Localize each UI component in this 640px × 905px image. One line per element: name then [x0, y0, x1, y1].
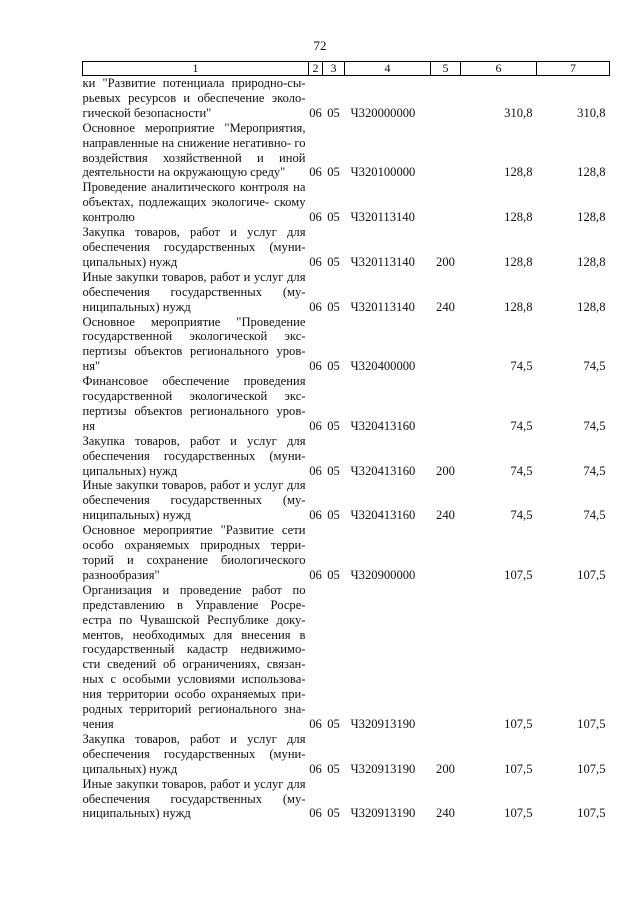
row-amount-1: 74,5: [510, 359, 533, 374]
row-expense-type: [431, 374, 461, 434]
row-name: ки "Развитие потенциала природно-сы- рьевых ресурсов и обеспечение эколо- гической безопасности": [82, 76, 306, 120]
row-section: 06: [309, 806, 322, 821]
row-expense-type: 200: [436, 254, 455, 269]
row-expense-type: [431, 523, 461, 583]
row-name: Основное мероприятие "Мероприятия, направленные на снижение негативно- го воздействия хозяйственной и иной деятельности на окружающую среду": [82, 120, 306, 180]
header-col-2: 2: [309, 62, 323, 76]
row-section: 06: [309, 463, 322, 478]
row-name: Основное мероприятие "Проведение государственной экологической экс- пертизы объектов регионального уров- ня": [82, 314, 306, 374]
row-amount-2: 107,5: [577, 567, 606, 582]
row-subsection: 05: [327, 463, 340, 478]
row-amount-2: 128,8: [577, 299, 606, 314]
row-name: Закупка товаров, работ и услуг для обеспечения государственных (муни- ципальных) нужд: [82, 433, 306, 478]
row-name: Финансовое обеспечение проведения государственной экологической экс- пертизы объектов регионального уров- ня: [82, 374, 306, 433]
row-amount-2: 107,5: [577, 716, 606, 731]
page-number: 72: [313, 38, 327, 53]
row-amount-2: 128,8: [577, 165, 606, 180]
row-amount-1: 128,8: [504, 299, 533, 314]
header-col-7: 7: [537, 62, 610, 76]
table-row: [83, 434, 610, 479]
table-row: [83, 583, 610, 732]
table-row: [83, 777, 610, 822]
table-row: [83, 180, 610, 225]
row-target-code: Ч320413160: [350, 418, 416, 433]
row-section: 06: [309, 105, 322, 120]
row-subsection: 05: [327, 165, 340, 180]
header-col-1: 1: [83, 62, 309, 76]
row-name: Основное мероприятие "Развитие сети особо охраняемых природных терри- торий и сохранение биологического разнообразия": [82, 523, 306, 582]
header-col-4: 4: [345, 62, 431, 76]
table-row: [83, 76, 610, 121]
row-expense-type: 240: [436, 508, 455, 523]
row-section: 06: [309, 359, 322, 374]
row-expense-type: 200: [436, 761, 455, 776]
table-row: [83, 315, 610, 375]
row-amount-2: 128,8: [577, 254, 606, 269]
table-row: [83, 732, 610, 777]
row-expense-type: 240: [436, 806, 455, 821]
row-expense-type: [431, 583, 461, 732]
row-target-code: Ч320913190: [350, 716, 416, 731]
row-target-code: Ч320113140: [350, 254, 415, 269]
row-target-code: Ч320913190: [350, 761, 416, 776]
row-name: Иные закупки товаров, работ и услуг для обеспечения государственных (му- ниципальных) нужд: [82, 776, 306, 821]
row-target-code: Ч320900000: [350, 567, 416, 582]
table-row: [83, 270, 610, 315]
row-expense-type: 200: [436, 463, 455, 478]
row-expense-type: [431, 121, 461, 181]
row-section: 06: [309, 254, 322, 269]
row-amount-2: 74,5: [583, 418, 606, 433]
row-subsection: 05: [327, 299, 340, 314]
header-col-3: 3: [323, 62, 345, 76]
row-amount-2: 107,5: [577, 806, 606, 821]
row-name: Закупка товаров, работ и услуг для обеспечения государственных (муни- ципальных) нужд: [82, 731, 306, 776]
row-name: Проведение аналитического контроля на объектах, подлежащих экологиче- скому контролю: [82, 180, 306, 225]
row-subsection: 05: [327, 567, 340, 582]
row-subsection: 05: [327, 716, 340, 731]
row-target-code: Ч320113140: [350, 210, 415, 225]
row-amount-1: 310,8: [504, 105, 533, 120]
row-target-code: Ч320413160: [350, 463, 416, 478]
budget-table: [82, 61, 610, 821]
row-subsection: 05: [327, 418, 340, 433]
row-section: 06: [309, 210, 322, 225]
row-target-code: Ч320113140: [350, 299, 415, 314]
row-expense-type: 240: [436, 299, 455, 314]
table-row: [83, 121, 610, 181]
row-amount-1: 107,5: [504, 761, 533, 776]
row-target-code: Ч320413160: [350, 508, 416, 523]
row-subsection: 05: [327, 254, 340, 269]
row-expense-type: [431, 315, 461, 375]
row-amount-1: 74,5: [510, 463, 533, 478]
row-name: Иные закупки товаров, работ и услуг для обеспечения государственных (му- ниципальных) нужд: [82, 269, 306, 314]
row-name: Иные закупки товаров, работ и услуг для обеспечения государственных (му- ниципальных) нужд: [82, 478, 306, 523]
row-section: 06: [309, 508, 322, 523]
row-amount-1: 107,5: [504, 567, 533, 582]
row-amount-2: 74,5: [583, 463, 606, 478]
table-row: [83, 478, 610, 523]
table-body: [83, 76, 610, 822]
row-subsection: 05: [327, 105, 340, 120]
row-expense-type: [431, 180, 461, 225]
row-amount-2: 310,8: [577, 105, 606, 120]
row-amount-1: 128,8: [504, 165, 533, 180]
row-target-code: Ч320400000: [350, 359, 416, 374]
row-subsection: 05: [327, 359, 340, 374]
row-amount-2: 128,8: [577, 210, 606, 225]
header-col-6: 6: [461, 62, 537, 76]
row-target-code: Ч320000000: [350, 105, 416, 120]
row-amount-2: 107,5: [577, 761, 606, 776]
table-header: [83, 62, 610, 76]
row-subsection: 05: [327, 761, 340, 776]
row-subsection: 05: [327, 508, 340, 523]
row-target-code: Ч320913190: [350, 806, 416, 821]
row-section: 06: [309, 418, 322, 433]
header-col-5: 5: [431, 62, 461, 76]
row-amount-1: 128,8: [504, 254, 533, 269]
row-amount-1: 107,5: [504, 806, 533, 821]
row-amount-2: 74,5: [583, 359, 606, 374]
row-subsection: 05: [327, 210, 340, 225]
row-amount-1: 107,5: [504, 716, 533, 731]
row-name: Закупка товаров, работ и услуг для обеспечения государственных (муни- ципальных) нужд: [82, 225, 306, 269]
table-row: [83, 374, 610, 434]
row-name: Организация и проведение работ по представлению в Управление Росре- естра по Чувашской Республике доку- ментов, необходимых для внесения в государственный кадастр недвижимо- сти сведений об ограничениях, связан- ных с особыми условиями использова- ния территории особо охраняемых при- родных территорий регионального зна- чения: [82, 582, 306, 731]
row-section: 06: [309, 716, 322, 731]
row-section: 06: [309, 761, 322, 776]
header-row: [83, 62, 610, 76]
table-row: [83, 523, 610, 583]
row-section: 06: [309, 567, 322, 582]
row-expense-type: [431, 76, 461, 121]
row-section: 06: [309, 165, 322, 180]
row-amount-1: 128,8: [504, 210, 533, 225]
table-row: [83, 225, 610, 270]
row-amount-1: 74,5: [510, 508, 533, 523]
row-subsection: 05: [327, 806, 340, 821]
row-target-code: Ч320100000: [350, 165, 416, 180]
row-section: 06: [309, 299, 322, 314]
row-amount-1: 74,5: [510, 418, 533, 433]
row-amount-2: 74,5: [583, 508, 606, 523]
